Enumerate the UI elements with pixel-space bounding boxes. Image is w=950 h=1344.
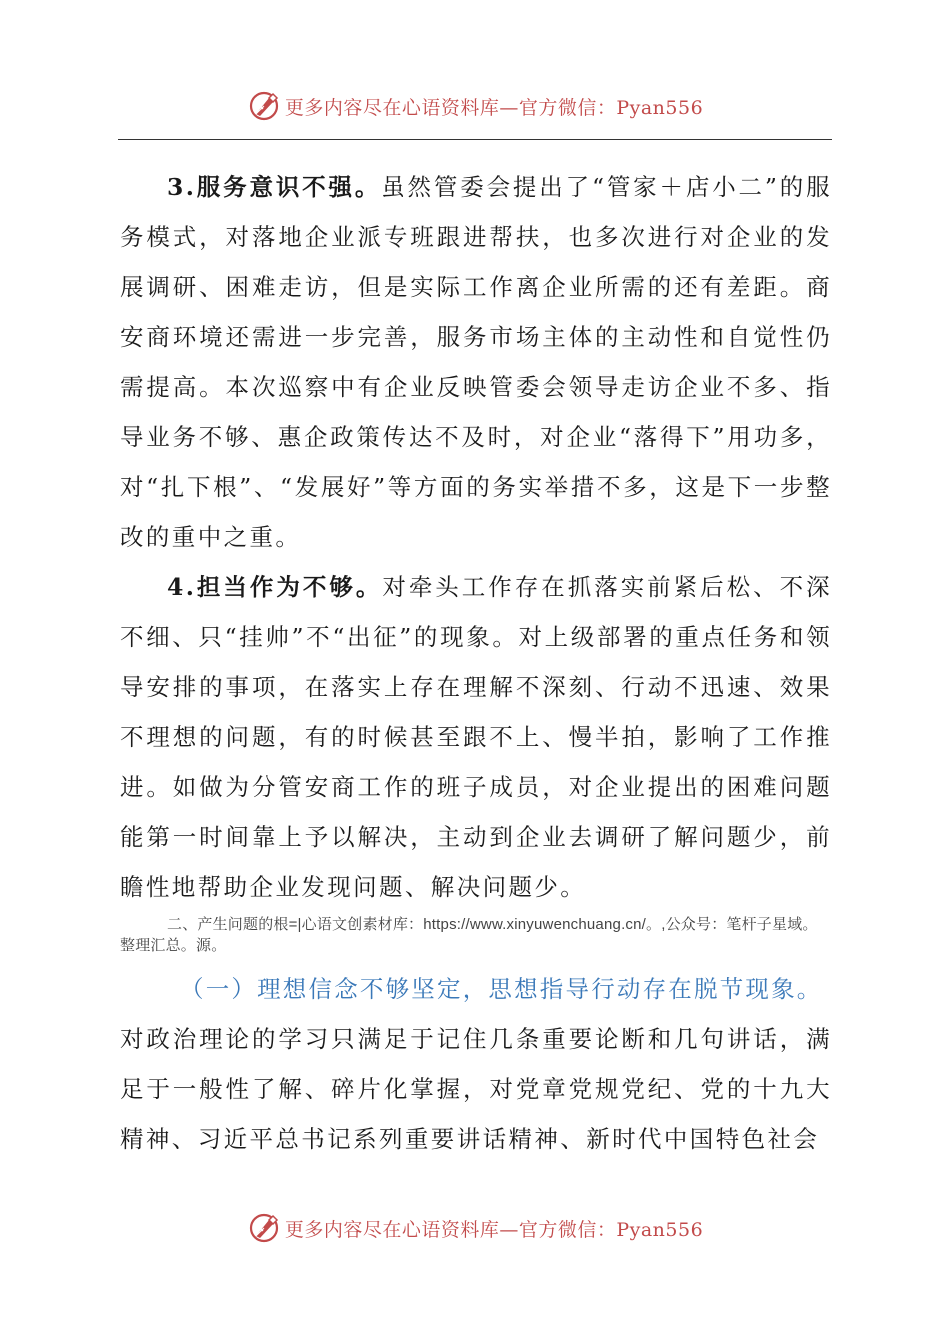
footer-banner-text: 更多内容尽在心语资料库—官方微信：Pyan556 <box>284 1218 704 1241</box>
item-4-heading: 4.担当作为不够。 <box>167 573 383 601</box>
page-header <box>0 84 950 128</box>
page-footer <box>0 1206 950 1250</box>
header-banner <box>247 89 703 123</box>
item-3-text: 虽然管委会提出了“管家＋店小二”的服务模式，对落地企业派专班跟进帮扶，也多次进行对企业的发展调研、困难走访，但是实际工作离企业所需的还有差距。商安商环境还需进一步完善，服务市场主体的主动性和自觉性仍需提高。本次巡察中有企业反映管委会领导走访企业不多、指导业务不够、惠企政策传达不及时，对企业“落得下”用功多，对“扎下根”、“发展好”等方面的务实举措不多，这是下一步整改的重中之重。 <box>120 173 832 551</box>
footer-banner <box>247 1211 703 1245</box>
header-banner-text: 更多内容尽在心语资料库—官方微信：Pyan556 <box>284 96 704 119</box>
header-divider <box>118 139 832 140</box>
paragraph-item-3 <box>120 162 832 562</box>
item-3-heading: 3.服务意识不强。 <box>167 173 382 201</box>
source-note: 二、产生问题的根=|心语文创素材库：https://www.xinyuwenchuang.cn/。,公众号：笔杆子星域。整理汇总。源。 <box>120 916 818 954</box>
paragraph-item-4 <box>120 562 832 912</box>
document-body <box>120 162 832 1164</box>
pen-nib-logo-icon <box>247 89 281 123</box>
item-4-text: 对牵头工作存在抓落实前紧后松、不深不细、只“挂帅”不“出征”的现象。对上级部署的重点任务和领导安排的事项，在落实上存在理解不深刻、行动不迅速、效果不理想的问题，有的时候甚至跟不上、慢半拍，影响了工作推进。如做为分管安商工作的班子成员，对企业提出的困难问题能第一时间靠上予以解决，主动到企业去调研了解问题少，前瞻性地帮助企业发现问题、解决问题少。 <box>120 573 832 901</box>
section-subheading: （一）理想信念不够坚定，思想指导行动存在脱节现象。 <box>180 975 823 1003</box>
pen-nib-logo-icon <box>247 1211 281 1245</box>
paragraph-closing: 对政治理论的学习只满足于记住几条重要论断和几句讲话，满足于一般性了解、碎片化掌握，对党章党规党纪、党的十九大精神、习近平总书记系列重要讲话精神、新时代中国特色社会 <box>120 1025 832 1153</box>
